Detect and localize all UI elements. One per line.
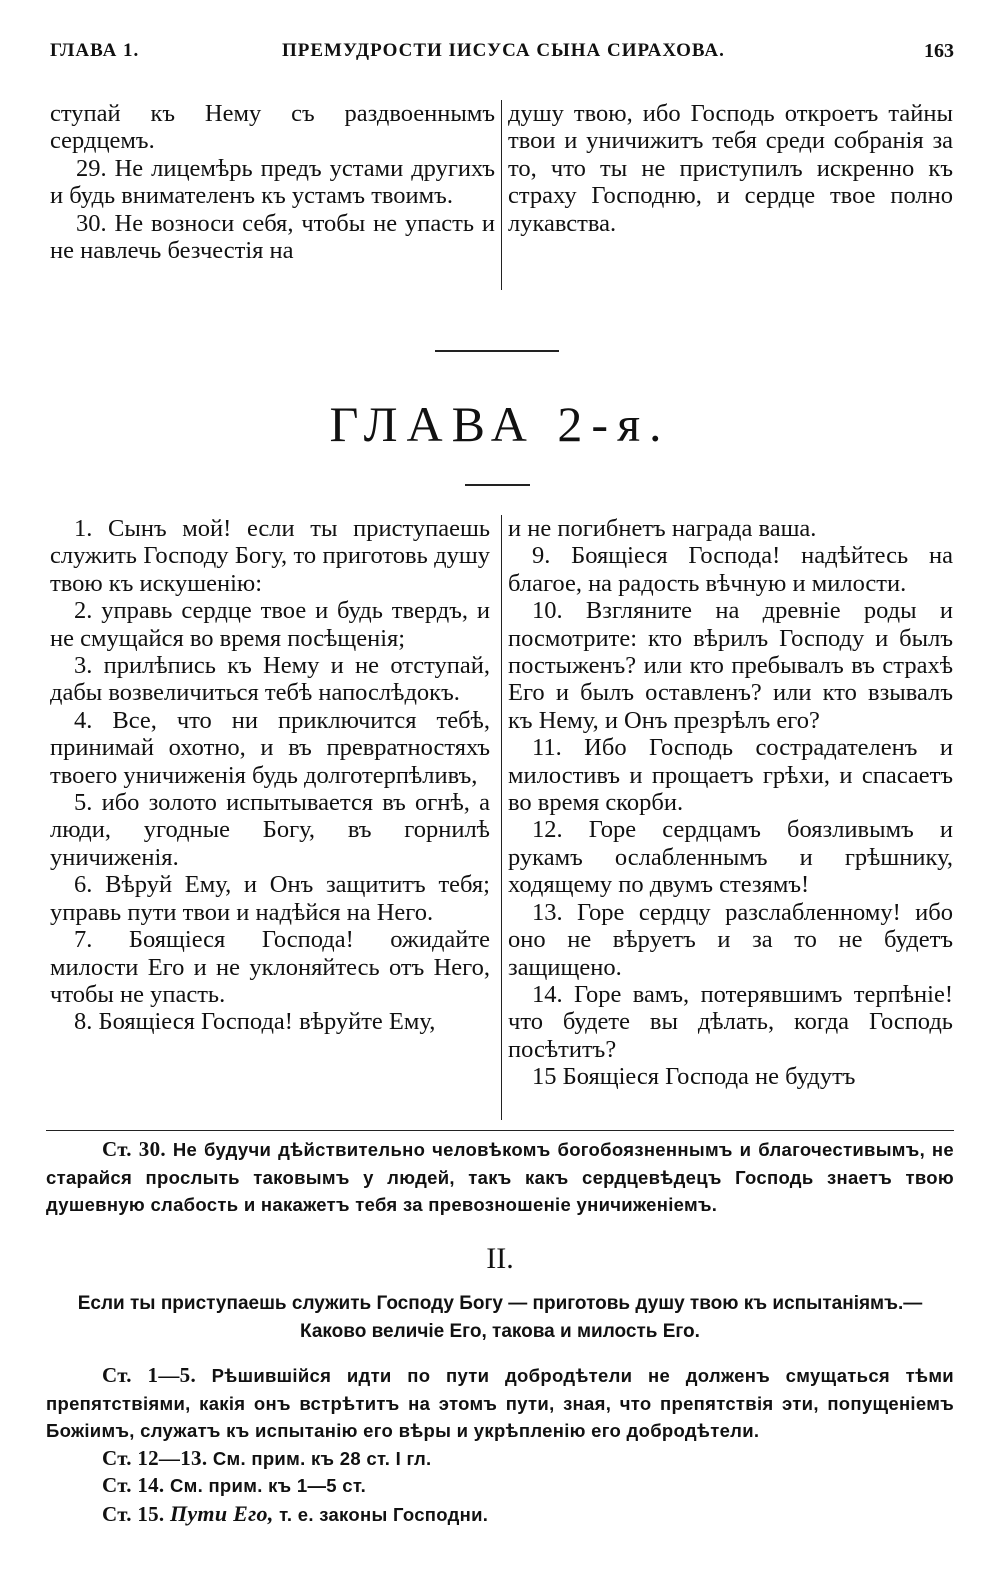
verse-paragraph: 3. прилѣпись къ Нему и не отступай, дабы возвеличиться тебѣ напослѣдокъ. (50, 652, 490, 707)
footnote-separator-rule (46, 1130, 954, 1131)
commentary-note (46, 1500, 954, 1529)
note-text: См. прим. къ 28 ст. I гл. (212, 1447, 432, 1469)
header-chapter: ГЛАВА 1. (50, 40, 140, 61)
ch2-commentary (46, 1362, 954, 1528)
verse-paragraph: 11. Ибо Господь сострадателенъ и милостивъ и прощаетъ грѣхи, и спасаетъ во время скорби. (508, 734, 953, 817)
chapter-title: ГЛАВА 2-я. (329, 396, 671, 452)
note-reference: Ст. 15. (102, 1501, 165, 1526)
verse-paragraph: 7. Боящіеся Господа! ожидайте милости Его и не уклоняйтесь отъ Него, чтобы не упасть. (50, 926, 490, 1008)
column-divider (501, 515, 502, 1120)
chapter-summary: Если ты приступаешь служить Господу Богу — приготовь душу твою къ испытаніямъ.—Каково величіе Его, такова и милость Его. (77, 1293, 923, 1342)
verse-paragraph: 10. Взгляните на древніе роды и посмотрите: кто вѣрилъ Господу и былъ постыженъ? или кто пребывалъ въ страхѣ Его и былъ оставленъ? или кто взывалъ къ Нему, и Онъ презрѣлъ его? (508, 597, 953, 734)
commentary-note (46, 1136, 954, 1219)
verse-paragraph: 1. Сынъ мой! если ты приступаешь служить Господу Богу, то приготовь душу твою къ искушенію: (50, 515, 490, 597)
note-text: Рѣшившійся идти по пути добродѣтели не долженъ смущаться тѣми препятствіями, какія онъ встрѣтитъ на этомъ пути, зная, что препятствія эти, попущеніемъ Божіимъ, служатъ къ испытанію его вѣры и укрѣпленію его добродѣтели. (46, 1365, 954, 1441)
column-divider (501, 100, 502, 290)
chapter-title-underline (465, 484, 530, 486)
verse-paragraph: ступай къ Нему съ раздвоеннымъ сердцемъ. (50, 100, 495, 155)
page-number: 163 (924, 40, 954, 62)
commentary-note (46, 1362, 954, 1445)
note-reference: Ст. 14. (102, 1473, 165, 1497)
note-text: т. е. законы Господни. (279, 1503, 489, 1525)
verse-paragraph: и не погибнетъ награда ваша. (508, 515, 817, 542)
verse-paragraph: 5. ибо золото испытывается въ огнѣ, а люди, угодные Богу, въ горнилѣ уничиженія. (50, 789, 490, 871)
note-text: См. прим. къ 1—5 ст. (169, 1475, 367, 1496)
verse-paragraph: 2. управь сердце твое и будь твердъ, и не смущайся во время посѣщенія; (50, 597, 490, 652)
ch1-commentary (46, 1136, 954, 1219)
verse-paragraph: 13. Горе сердцу разслабленному! ибо оно не вѣруетъ и за то не будетъ защищено. (508, 898, 953, 981)
verse-paragraph: 15 Боящіеся Господа не будутъ (532, 1063, 856, 1091)
section-numeral: II. (486, 1242, 514, 1275)
verse-paragraph: 30. Не возноси себя, чтобы не упасть и не навлечь безчестія на (50, 209, 495, 265)
verse-paragraph: 8. Боящіеся Господа! вѣруйте Ему, (74, 1008, 436, 1036)
verse-paragraph: 29. Не лицемѣрь предъ устами другихъ и будь внимателенъ къ устамъ твоимъ. (50, 154, 495, 210)
note-italic-phrase: Пути Его, (169, 1500, 274, 1526)
commentary-note (46, 1445, 954, 1473)
note-text: Не будучи дѣйствительно человѣкомъ богобоязненнымъ и благочестивымъ, не старайся прослыть таковымъ у людей, такъ какъ сердцевѣдецъ Господь знаетъ твою душевную слабость и накажетъ тебя за превозношеніе уничиженіемъ. (46, 1139, 954, 1215)
verse-paragraph: 4. Все, что ни приключится тебѣ, принимай охотно, и въ превратностяхъ твоего уничиженія будь долготерпѣливъ, (50, 706, 490, 789)
verse-paragraph: 9. Боящіеся Господа! надѣйтесь на благое, на радость вѣчную и милости. (508, 542, 953, 597)
chapter-separator-rule (435, 350, 559, 352)
ch1-right-column (508, 100, 953, 237)
ch2-right-column (508, 515, 953, 1091)
note-reference: Ст. 1—5. (102, 1363, 196, 1387)
ch1-left-column (50, 100, 495, 264)
header-book-title: ПРЕМУДРОСТИ IИСУСА СЫНА СИРАХОВА. (282, 40, 725, 61)
note-reference: Ст. 12—13. (102, 1445, 208, 1470)
ch2-left-column (50, 515, 490, 1036)
note-reference: Ст. 30. (102, 1137, 166, 1161)
commentary-note (46, 1472, 954, 1500)
verse-paragraph: 6. Вѣруй Ему, и Онъ защититъ тебя; управь пути твои и надѣйся на Него. (50, 871, 490, 926)
verse-paragraph: 12. Горе сердцамъ боязливымъ и рукамъ ослабленнымъ и грѣшнику, ходящему по двумъ стезямъ! (508, 816, 953, 899)
verse-paragraph: 14. Горе вамъ, потерявшимъ терпѣніе! что будете вы дѣлать, когда Господь посѣтитъ? (508, 980, 953, 1063)
verse-paragraph: душу твою, ибо Господь откроетъ тайны твои и уничижитъ тебя среди собранія за то, что ты не приступилъ искренно къ страху Господню, и сердце твое полно лукавства. (508, 100, 953, 237)
running-header (50, 40, 954, 70)
